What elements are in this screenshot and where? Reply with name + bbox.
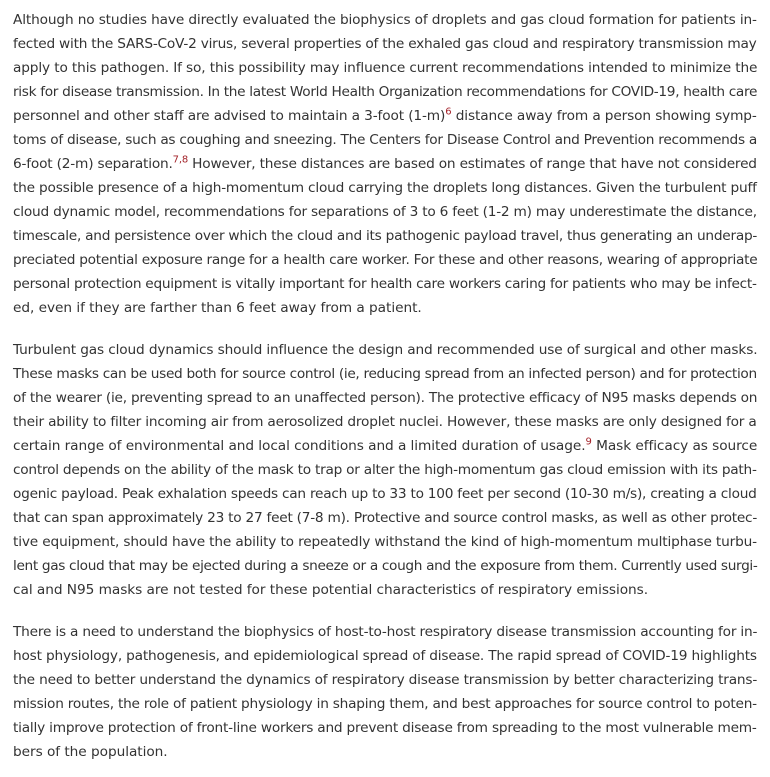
text-line: personal protection equipment is vitally important for health care workers caring for patients who may be infect-	[13, 276, 757, 292]
text-line: apply to this pathogen. If so, this possibility may influence current recommendations intended to minimize the	[13, 60, 758, 76]
text-segment: However, these distances are based on estimates of range that have not considered	[188, 156, 757, 172]
text-line: toms of disease, such as coughing and sneezing. The Centers for Disease Control and Prevention recommends a	[13, 132, 758, 148]
paragraph-mask-design	[13, 338, 757, 602]
text-line: their ability to filter incoming air from aerosolized droplet nuclei. However, these masks are only designed for a	[13, 414, 757, 430]
text-segment: 6-foot (2-m) separation.	[13, 156, 173, 172]
text-line	[13, 434, 757, 458]
text-line: cloud dynamic model, recommendations for separations of 3 to 6 feet (1-2 m) may underestimate the distance,	[13, 204, 757, 220]
text-line: ed, even if they are farther than 6 feet away from a patient.	[13, 300, 422, 316]
text-line: host physiology, pathogenesis, and epidemiological spread of disease. The rapid spread of COVID-19 highlights	[13, 648, 757, 664]
text-line: control depends on the ability of the mask to trap or alter the high-momentum gas cloud emission with its path-	[13, 462, 757, 478]
text-line	[13, 152, 757, 176]
text-line: preciated potential exposure range for a health care worker. For these and other reasons, wearing of appropriate	[13, 252, 758, 268]
text-line: the possible presence of a high-momentum cloud carrying the droplets long distances. Given the turbulent puff	[13, 180, 757, 196]
text-line: that can span approximately 23 to 27 feet (7-8 m). Protective and source control masks, as well as other protec-	[13, 510, 758, 526]
reference-link-9[interactable]: 9	[585, 436, 592, 448]
text-line: lent gas cloud that may be ejected during a sneeze or a cough and the exposure from them. Currently used surgi-	[13, 558, 758, 574]
text-segment: Mask efficacy as source	[591, 438, 758, 454]
text-segment: distance away from a person showing symp-	[451, 108, 757, 124]
text-line: There is a need to understand the biophysics of host-to-host respiratory disease transmission accounting for in-	[13, 624, 758, 640]
text-line: Although no studies have directly evaluated the biophysics of droplets and gas cloud formation for patients in-	[13, 12, 757, 28]
paragraph-transmission-biophysics	[13, 620, 757, 764]
text-line: Turbulent gas cloud dynamics should influence the design and recommended use of surgical and other masks.	[13, 342, 758, 358]
text-line: ogenic payload. Peak exhalation speeds can reach up to 33 to 100 feet per second (10-30 m/s), creating a cloud	[13, 486, 757, 502]
text-line: fected with the SARS-CoV-2 virus, several properties of the exhaled gas cloud and respiratory transmission may	[13, 36, 757, 52]
text-line: of the wearer (ie, preventing spread to an unaffected person). The protective efficacy of N95 masks depends on	[13, 390, 758, 406]
text-segment: certain range of environmental and local conditions and a limited duration of usage.	[13, 438, 586, 454]
text-line: the need to better understand the dynamics of respiratory disease transmission by better characterizing trans-	[13, 672, 758, 688]
text-line: bers of the population.	[13, 744, 168, 760]
text-line: tially improve protection of front-line workers and prevent disease from spreading to the most vulnerable mem-	[13, 720, 757, 736]
text-line: timescale, and persistence over which the cloud and its pathogenic payload travel, thus generating an underap-	[13, 228, 758, 244]
reference-link-7-8[interactable]: 7,8	[172, 154, 188, 166]
text-line: mission routes, the role of patient physiology in shaping them, and best approaches for source control to poten-	[13, 696, 757, 712]
paragraph-droplet-biophysics	[13, 8, 757, 320]
text-line	[13, 104, 757, 128]
text-segment: personnel and other staff are advised to maintain a 3-foot (1-m)	[13, 108, 446, 124]
text-line: risk for disease transmission. In the latest World Health Organization recommendations for COVID-19, health care	[13, 84, 758, 100]
reference-link-6[interactable]: 6	[445, 106, 452, 118]
text-line: cal and N95 masks are not tested for these potential characteristics of respiratory emissions.	[13, 582, 649, 598]
text-line: tive equipment, should have the ability to repeatedly withstand the kind of high-momentum multiphase turbu-	[13, 534, 757, 550]
text-line: These masks can be used both for source control (ie, reducing spread from an infected person) and for protection	[13, 366, 757, 382]
